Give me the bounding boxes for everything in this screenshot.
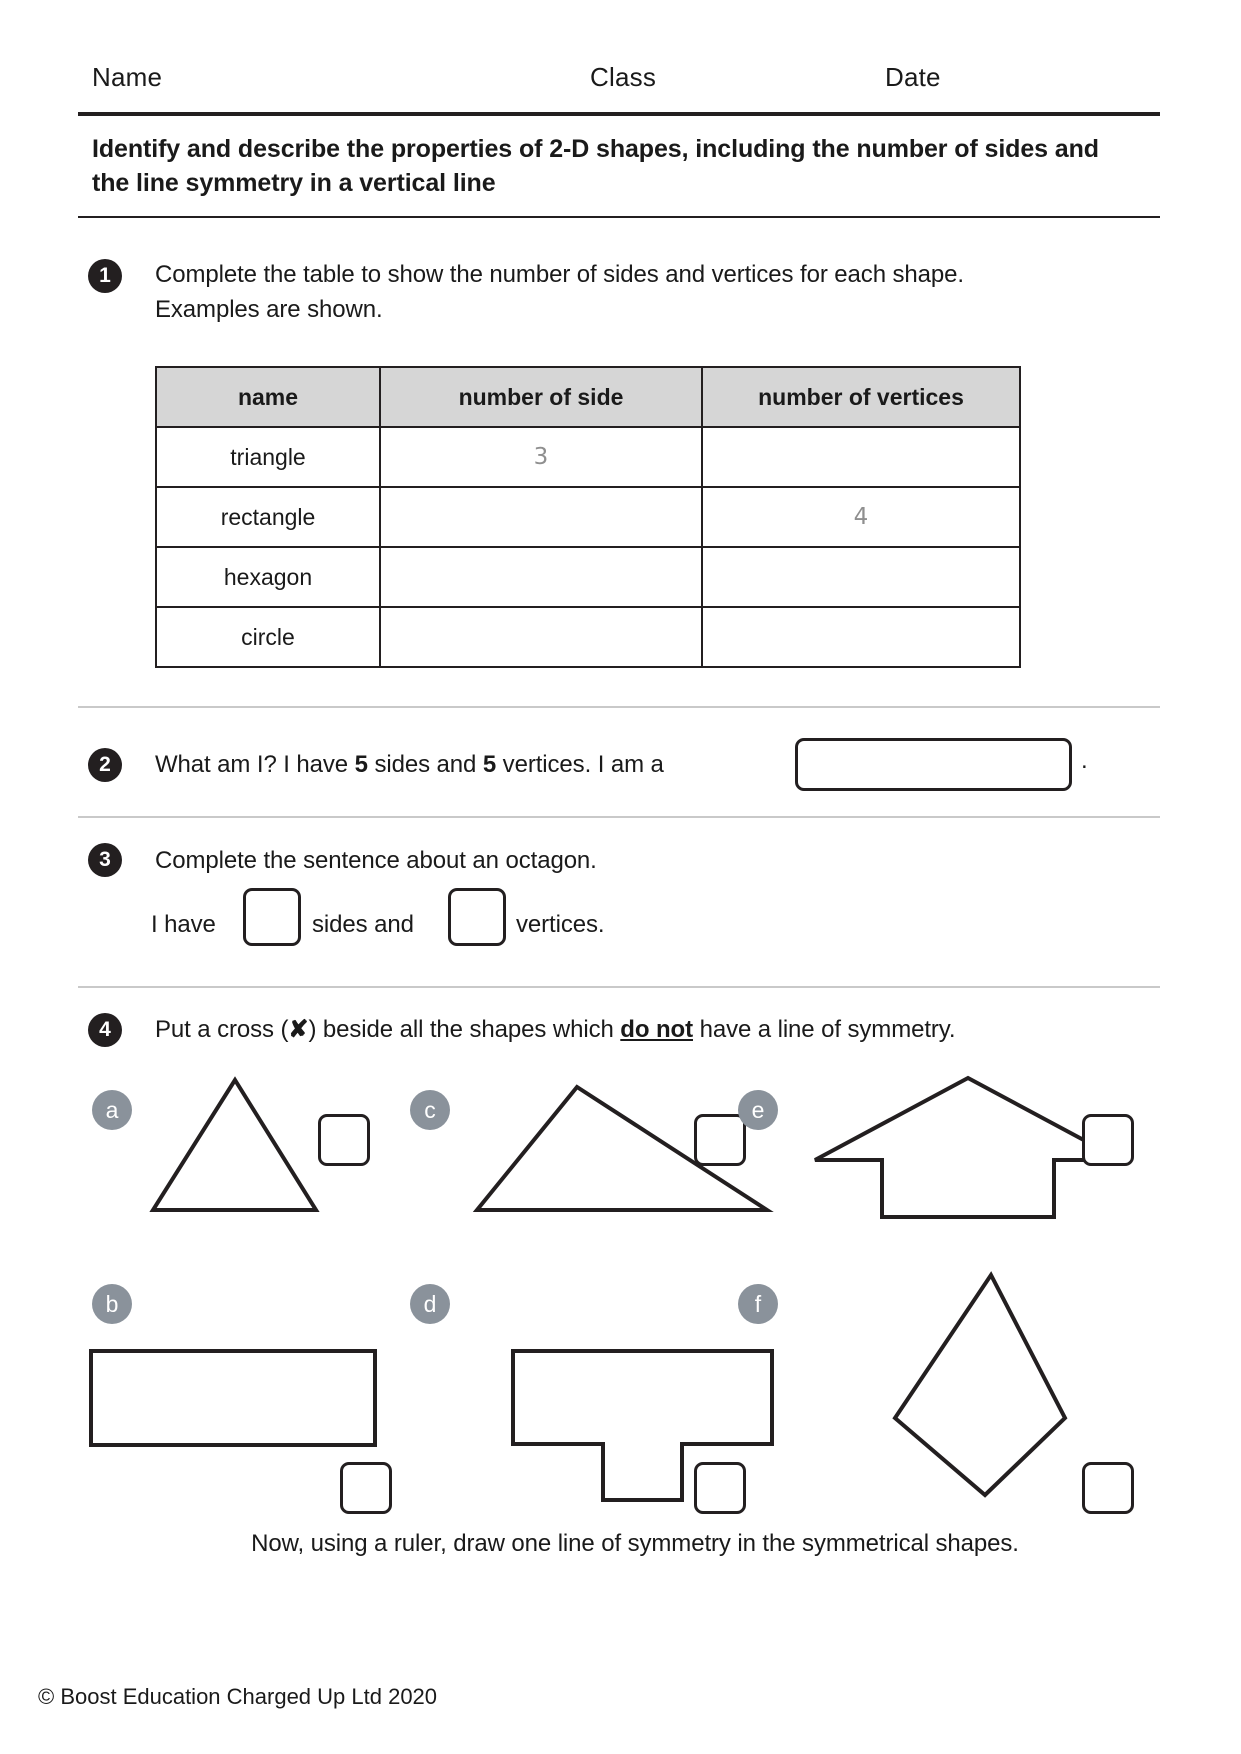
table-row — [156, 547, 1020, 607]
shape-b-rectangle — [88, 1348, 378, 1448]
shape-a-isosceles-triangle — [160, 1075, 300, 1220]
table-row — [156, 487, 1020, 547]
checkbox-shape-a[interactable] — [318, 1114, 370, 1166]
cell-shape-name: triangle — [156, 427, 380, 487]
question-1-text: Complete the table to show the number of sides and vertices for each shape. Examples are shown. — [155, 261, 964, 323]
column-header-name: name — [156, 367, 380, 427]
cell-vertices-value[interactable] — [702, 427, 1020, 487]
q3-vertices-input[interactable] — [448, 888, 506, 946]
column-header-vertices: number of vertices — [702, 367, 1020, 427]
cell-sides-value[interactable]: 3 — [380, 427, 702, 487]
q2-text-before: What am I? I have — [155, 751, 355, 778]
q2-vertices-count: 5 — [482, 751, 497, 778]
cell-sides-value[interactable] — [380, 607, 702, 667]
shape-label-d: d — [410, 1284, 450, 1324]
shape-label-c: c — [410, 1090, 450, 1130]
copyright-footer: © Boost Education Charged Up Ltd 2020 — [38, 1684, 438, 1709]
checkbox-shape-e[interactable] — [1082, 1114, 1134, 1166]
cell-vertices-value[interactable] — [702, 607, 1020, 667]
table-row — [156, 607, 1020, 667]
question-1-number: 1 — [88, 259, 122, 293]
checkbox-shape-c[interactable] — [694, 1114, 746, 1166]
cell-shape-name: hexagon — [156, 547, 380, 607]
cell-shape-name: rectangle — [156, 487, 380, 547]
column-header-sides: number of side — [380, 367, 702, 427]
q4-text-before: Put a cross ( — [155, 1016, 289, 1043]
name-label: Name — [92, 62, 163, 92]
class-label: Class — [590, 62, 657, 92]
table-row — [156, 427, 1020, 487]
cell-vertices-value[interactable] — [702, 547, 1020, 607]
question-2-answer-input[interactable] — [795, 738, 1072, 791]
student-info-header — [92, 62, 1155, 106]
date-label: Date — [885, 62, 941, 92]
separator-q3 — [78, 816, 1160, 818]
question-3-number: 3 — [88, 843, 122, 877]
cross-icon: ✘ — [288, 1016, 309, 1043]
question-3-text: Complete the sentence about an octagon. — [155, 847, 597, 874]
table-header-row — [156, 367, 1020, 427]
cell-sides-value[interactable] — [380, 547, 702, 607]
shape-e-arrow-up-shape — [808, 1073, 1128, 1233]
q3-sentence-part-3: vertices. — [516, 911, 605, 938]
closing-instruction: Now, using a ruler, draw one line of symmetry in the symmetrical shapes. — [251, 1530, 1019, 1557]
shape-f-kite — [890, 1270, 1070, 1500]
separator-q2 — [78, 706, 1160, 708]
shape-label-a: a — [92, 1090, 132, 1130]
shape-label-b: b — [92, 1284, 132, 1324]
shape-label-f: f — [738, 1284, 778, 1324]
question-4-number: 4 — [88, 1013, 122, 1047]
q3-sides-input[interactable] — [243, 888, 301, 946]
cell-shape-name: circle — [156, 607, 380, 667]
q2-text-mid2: vertices. I am a — [496, 751, 664, 778]
separator-q4 — [78, 986, 1160, 988]
q2-text-mid1: sides and — [367, 751, 483, 778]
objective-divider — [78, 216, 1160, 218]
q4-emphasis-do-not: do not — [620, 1016, 693, 1043]
cell-vertices-value[interactable]: 4 — [702, 487, 1020, 547]
question-2-number: 2 — [88, 748, 122, 782]
shape-label-e: e — [738, 1090, 778, 1130]
q4-text-after: have a line of symmetry. — [693, 1016, 956, 1043]
q3-sentence-part-2: sides and — [312, 911, 414, 938]
q2-period: . — [1081, 747, 1088, 774]
checkbox-shape-d[interactable] — [694, 1462, 746, 1514]
cell-sides-value[interactable] — [380, 487, 702, 547]
header-divider — [78, 112, 1160, 116]
question-2-text — [155, 748, 815, 783]
q2-sides-count: 5 — [354, 751, 368, 778]
q4-text-mid: ) beside all the shapes which — [308, 1016, 621, 1043]
checkbox-shape-b[interactable] — [340, 1462, 392, 1514]
q3-sentence-part-1: I have — [151, 911, 216, 938]
question-4-text — [155, 1013, 1095, 1048]
checkbox-shape-f[interactable] — [1082, 1462, 1134, 1514]
learning-objective: Identify and describe the properties of 2-D shapes, including the number of sides and the line symmetry in a vertical line — [92, 135, 1099, 197]
shape-properties-table — [155, 366, 1021, 668]
